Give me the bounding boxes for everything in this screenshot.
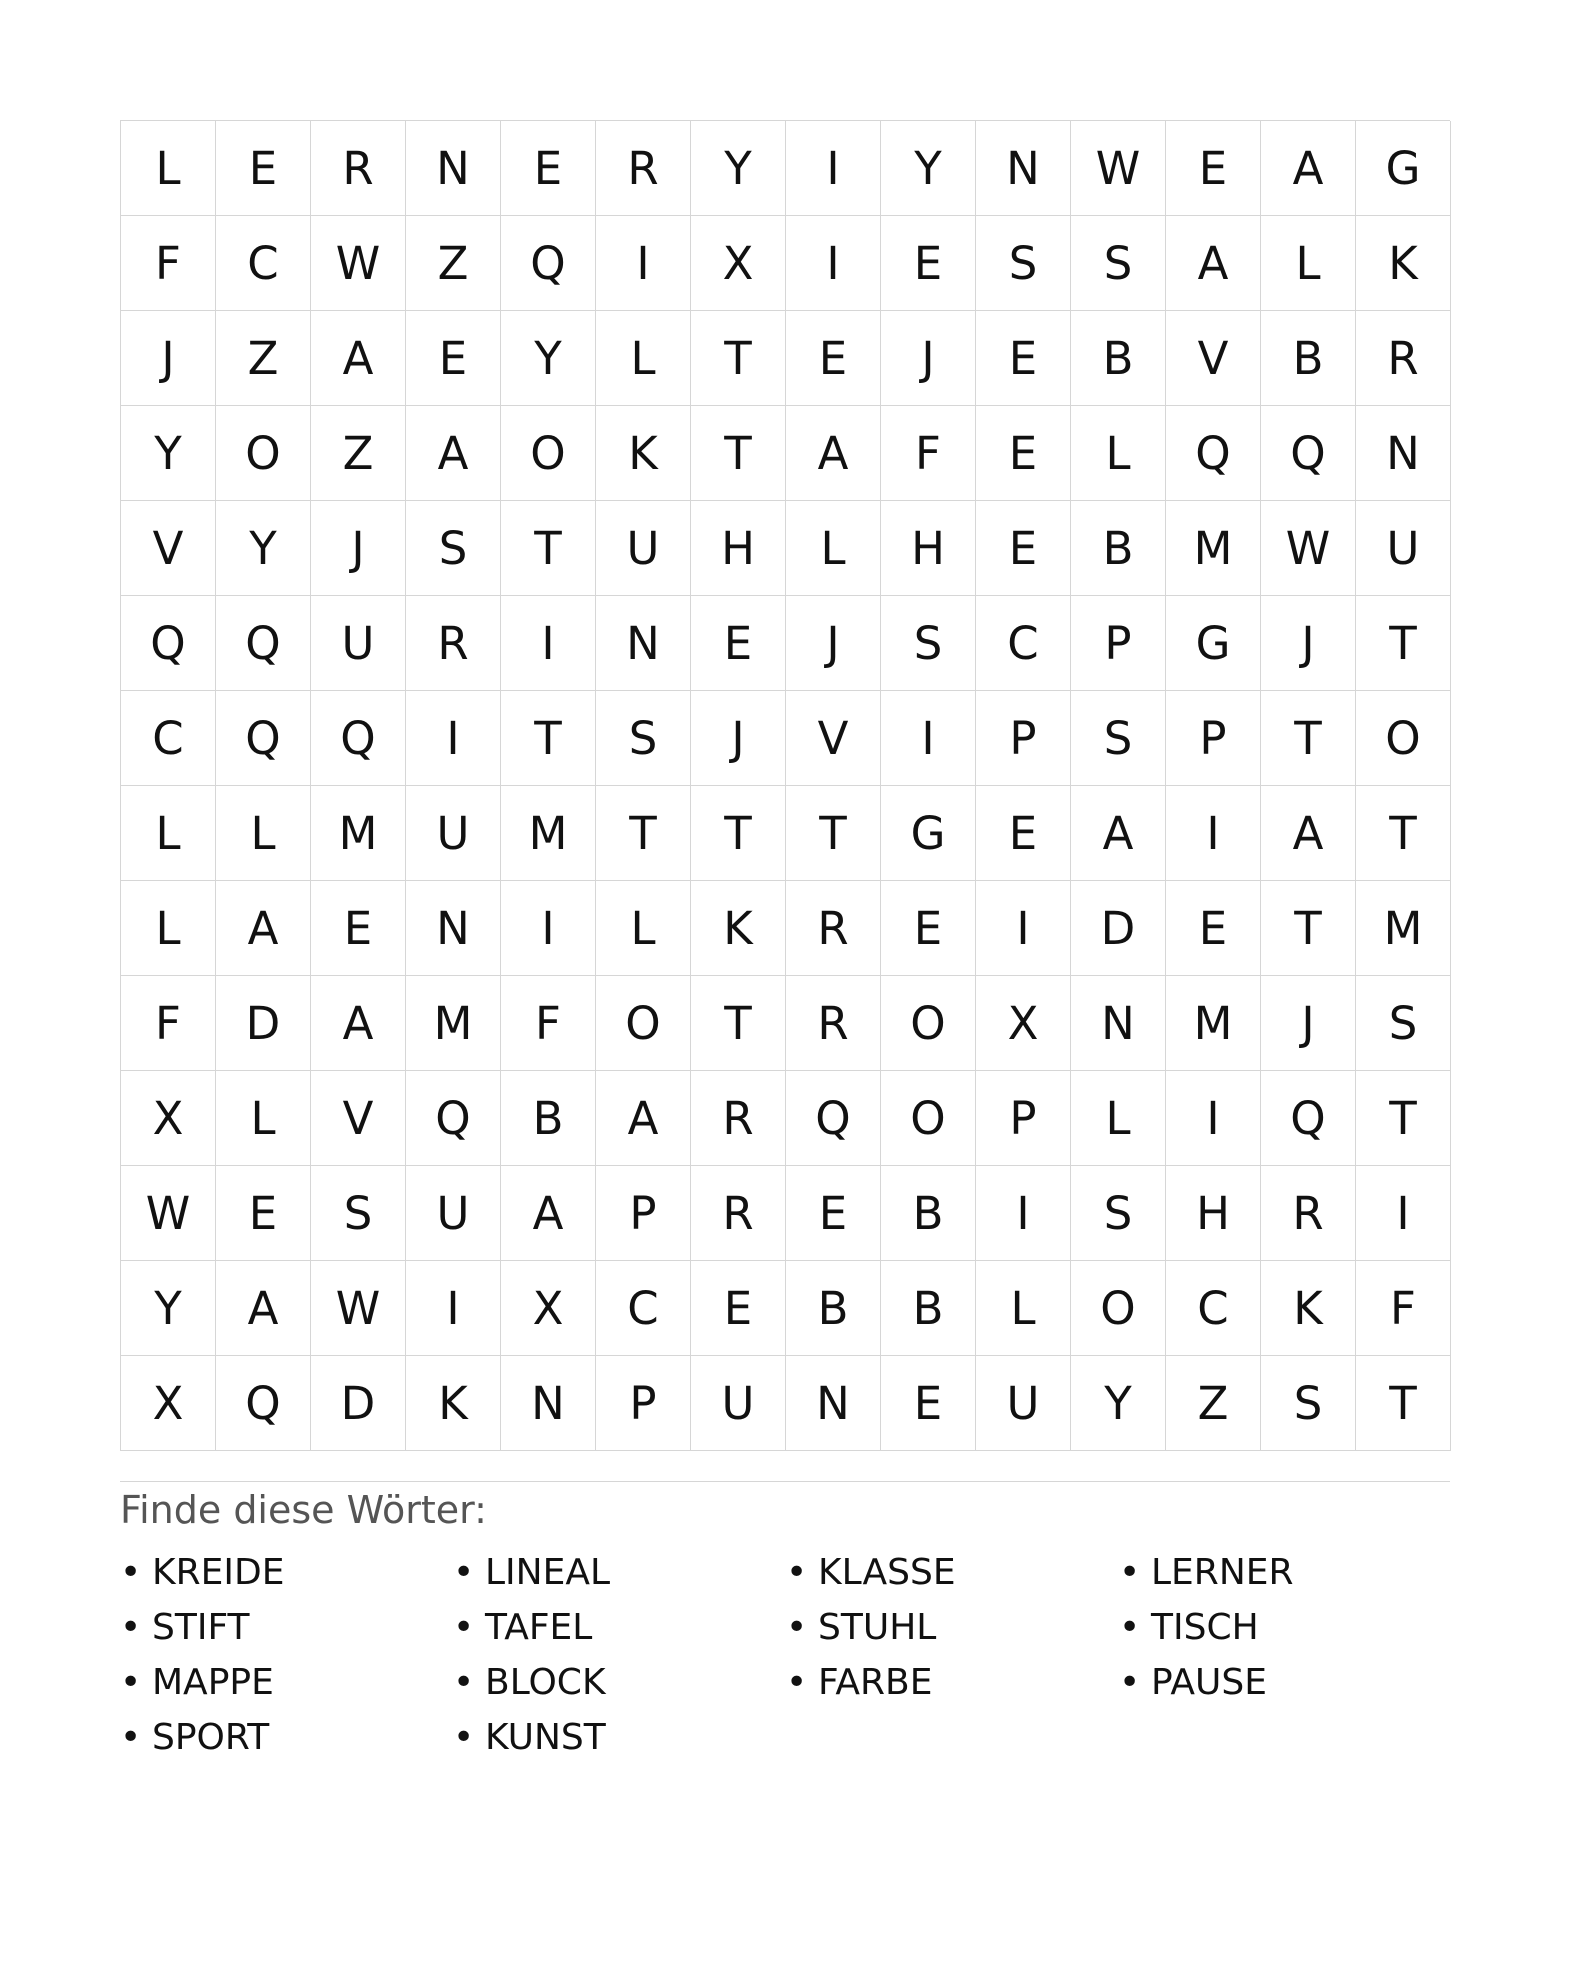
grid-cell[interactable]: N <box>1071 976 1166 1071</box>
grid-cell[interactable]: O <box>596 976 691 1071</box>
grid-cell[interactable]: M <box>311 786 406 881</box>
grid-cell[interactable]: L <box>1261 216 1356 311</box>
grid-cell[interactable]: X <box>691 216 786 311</box>
grid-cell[interactable]: L <box>121 786 216 881</box>
word-label: MAPPE <box>152 1661 274 1703</box>
grid-cell[interactable]: L <box>976 1261 1071 1356</box>
word-list-item <box>453 1552 786 1594</box>
grid-cell[interactable]: V <box>121 501 216 596</box>
grid-cell[interactable]: R <box>311 121 406 216</box>
grid-cell[interactable]: U <box>596 501 691 596</box>
grid-cell[interactable]: X <box>501 1261 596 1356</box>
grid-cell[interactable]: E <box>691 1261 786 1356</box>
grid-cell[interactable]: Q <box>121 596 216 691</box>
grid-cell[interactable]: J <box>786 596 881 691</box>
grid-cell[interactable]: Z <box>406 216 501 311</box>
bullet-icon: • <box>120 1551 142 1593</box>
grid-cell[interactable]: Y <box>121 406 216 501</box>
grid-cell[interactable]: I <box>976 1166 1071 1261</box>
bullet-icon: • <box>453 1606 475 1648</box>
instruction-text: Finde diese Wörter: <box>120 1488 487 1532</box>
word-label: BLOCK <box>485 1661 606 1703</box>
grid-cell[interactable]: E <box>691 596 786 691</box>
grid-cell[interactable]: S <box>596 691 691 786</box>
grid-cell[interactable]: Q <box>311 691 406 786</box>
grid-cell[interactable]: A <box>1261 786 1356 881</box>
grid-cell[interactable]: R <box>406 596 501 691</box>
grid-cell[interactable]: A <box>406 406 501 501</box>
bullet-icon: • <box>120 1716 142 1758</box>
grid-cell[interactable]: E <box>1166 121 1261 216</box>
grid-cell[interactable]: B <box>881 1166 976 1261</box>
grid-cell[interactable]: E <box>1166 881 1261 976</box>
grid-cell[interactable]: Q <box>216 596 311 691</box>
grid-cell[interactable]: Q <box>216 691 311 786</box>
word-list-item <box>453 1717 786 1759</box>
grid-cell[interactable]: J <box>691 691 786 786</box>
grid-cell[interactable]: L <box>596 311 691 406</box>
word-label: SPORT <box>152 1716 270 1758</box>
grid-cell[interactable]: G <box>1166 596 1261 691</box>
grid-cell[interactable]: Q <box>1166 406 1261 501</box>
grid-cell[interactable]: T <box>691 406 786 501</box>
grid-cell[interactable]: I <box>501 881 596 976</box>
word-list-item <box>453 1662 786 1704</box>
bullet-icon: • <box>453 1551 475 1593</box>
word-label: LINEAL <box>485 1551 611 1593</box>
grid-cell[interactable]: W <box>311 1261 406 1356</box>
grid-cell[interactable]: E <box>881 1356 976 1451</box>
grid-cell[interactable]: A <box>1261 121 1356 216</box>
grid-cell[interactable]: N <box>406 121 501 216</box>
grid-cell[interactable]: R <box>596 121 691 216</box>
grid-cell[interactable]: T <box>691 976 786 1071</box>
grid-cell[interactable]: A <box>1166 216 1261 311</box>
grid-cell[interactable]: S <box>1261 1356 1356 1451</box>
grid-cell[interactable]: U <box>406 786 501 881</box>
grid-cell[interactable]: J <box>121 311 216 406</box>
grid-cell[interactable]: A <box>501 1166 596 1261</box>
grid-cell[interactable]: O <box>1071 1261 1166 1356</box>
grid-cell[interactable]: M <box>1166 501 1261 596</box>
grid-cell[interactable]: Q <box>1261 406 1356 501</box>
grid-cell[interactable]: P <box>976 691 1071 786</box>
grid-cell[interactable]: D <box>311 1356 406 1451</box>
grid-cell[interactable]: J <box>881 311 976 406</box>
grid-cell[interactable]: A <box>1071 786 1166 881</box>
grid-cell[interactable]: N <box>786 1356 881 1451</box>
word-label: KUNST <box>485 1716 606 1758</box>
grid-cell[interactable]: F <box>121 216 216 311</box>
grid-cell[interactable]: E <box>406 311 501 406</box>
grid-cell[interactable]: H <box>1166 1166 1261 1261</box>
grid-cell[interactable]: J <box>311 501 406 596</box>
divider <box>120 1481 1450 1482</box>
grid-cell[interactable]: B <box>1071 311 1166 406</box>
grid-cell[interactable]: B <box>501 1071 596 1166</box>
grid-cell[interactable]: T <box>691 786 786 881</box>
bullet-icon: • <box>453 1661 475 1703</box>
grid-cell[interactable]: O <box>1356 691 1451 786</box>
grid-cell[interactable]: Y <box>501 311 596 406</box>
grid-cell[interactable]: P <box>596 1166 691 1261</box>
grid-cell[interactable]: K <box>1261 1261 1356 1356</box>
grid-cell[interactable]: S <box>1356 976 1451 1071</box>
word-list-item <box>120 1552 453 1594</box>
bullet-icon: • <box>786 1606 808 1648</box>
grid-cell[interactable]: L <box>121 121 216 216</box>
grid-cell[interactable]: T <box>1356 1071 1451 1166</box>
grid-cell[interactable]: K <box>691 881 786 976</box>
grid-cell[interactable]: E <box>976 786 1071 881</box>
grid-cell[interactable]: H <box>691 501 786 596</box>
word-list-item <box>120 1717 453 1759</box>
grid-cell[interactable]: R <box>786 976 881 1071</box>
grid-cell[interactable]: L <box>121 881 216 976</box>
grid-cell[interactable]: R <box>1261 1166 1356 1261</box>
grid-cell[interactable]: S <box>1071 1166 1166 1261</box>
grid-cell[interactable]: I <box>976 881 1071 976</box>
word-list-item <box>120 1607 453 1649</box>
grid-cell[interactable]: S <box>1071 216 1166 311</box>
grid-cell[interactable]: F <box>501 976 596 1071</box>
word-label: FARBE <box>818 1661 933 1703</box>
grid-cell[interactable]: C <box>976 596 1071 691</box>
word-label: STIFT <box>152 1606 250 1648</box>
grid-cell[interactable]: J <box>1261 596 1356 691</box>
grid-cell[interactable]: I <box>1166 786 1261 881</box>
grid-cell[interactable]: Q <box>216 1356 311 1451</box>
grid-cell[interactable]: E <box>976 501 1071 596</box>
grid-cell[interactable]: S <box>1071 691 1166 786</box>
grid-cell[interactable]: L <box>1071 406 1166 501</box>
grid-cell[interactable]: P <box>1071 596 1166 691</box>
grid-cell[interactable]: Y <box>1071 1356 1166 1451</box>
grid-cell[interactable]: G <box>881 786 976 881</box>
bullet-icon: • <box>453 1716 475 1758</box>
grid-cell[interactable]: E <box>311 881 406 976</box>
grid-cell[interactable]: D <box>216 976 311 1071</box>
word-list-item <box>786 1662 1119 1704</box>
grid-cell[interactable]: Z <box>1166 1356 1261 1451</box>
grid-cell[interactable]: I <box>501 596 596 691</box>
grid-cell[interactable]: A <box>216 1261 311 1356</box>
grid-cell[interactable]: W <box>1261 501 1356 596</box>
grid-cell[interactable]: C <box>1166 1261 1261 1356</box>
grid-cell[interactable]: R <box>786 881 881 976</box>
grid-cell[interactable]: M <box>1166 976 1261 1071</box>
grid-cell[interactable]: A <box>311 311 406 406</box>
grid-cell[interactable]: I <box>786 121 881 216</box>
grid-cell[interactable]: S <box>406 501 501 596</box>
grid-cell[interactable]: O <box>216 406 311 501</box>
grid-cell[interactable]: L <box>216 1071 311 1166</box>
grid-cell[interactable]: A <box>216 881 311 976</box>
grid-cell[interactable]: K <box>406 1356 501 1451</box>
grid-cell[interactable]: N <box>596 596 691 691</box>
word-list-item <box>120 1662 453 1704</box>
bullet-icon: • <box>120 1661 142 1703</box>
grid-cell[interactable]: R <box>1356 311 1451 406</box>
grid-cell[interactable]: I <box>406 691 501 786</box>
grid-cell[interactable]: O <box>501 406 596 501</box>
grid-cell[interactable]: Z <box>311 406 406 501</box>
grid-cell[interactable]: O <box>881 976 976 1071</box>
grid-cell[interactable]: T <box>1356 596 1451 691</box>
word-list-item <box>1119 1607 1452 1649</box>
grid-cell[interactable]: M <box>1356 881 1451 976</box>
grid-cell[interactable]: K <box>596 406 691 501</box>
grid-cell[interactable]: Q <box>501 216 596 311</box>
grid-cell[interactable]: I <box>1166 1071 1261 1166</box>
grid-cell[interactable]: A <box>786 406 881 501</box>
grid-cell[interactable]: E <box>216 1166 311 1261</box>
word-label: KREIDE <box>152 1551 285 1593</box>
grid-cell[interactable]: L <box>1071 1071 1166 1166</box>
word-list-item <box>453 1607 786 1649</box>
grid-cell[interactable]: B <box>1261 311 1356 406</box>
grid-cell[interactable]: E <box>976 406 1071 501</box>
grid-cell[interactable]: I <box>406 1261 501 1356</box>
grid-cell[interactable]: B <box>786 1261 881 1356</box>
grid-cell[interactable]: I <box>786 216 881 311</box>
grid-cell[interactable]: U <box>406 1166 501 1261</box>
bullet-icon: • <box>1119 1551 1141 1593</box>
grid-cell[interactable]: S <box>881 596 976 691</box>
grid-cell[interactable]: T <box>501 501 596 596</box>
word-list-item <box>786 1552 1119 1594</box>
word-label: STUHL <box>818 1606 937 1648</box>
grid-cell[interactable]: T <box>691 311 786 406</box>
grid-cell[interactable]: I <box>596 216 691 311</box>
grid-cell[interactable]: T <box>786 786 881 881</box>
grid-cell[interactable]: Q <box>1261 1071 1356 1166</box>
grid-cell[interactable]: M <box>501 786 596 881</box>
grid-cell[interactable]: R <box>691 1071 786 1166</box>
grid-cell[interactable]: U <box>1356 501 1451 596</box>
grid-cell[interactable]: C <box>596 1261 691 1356</box>
grid-cell[interactable]: E <box>501 121 596 216</box>
word-search-puzzle <box>120 120 1450 1759</box>
grid-cell[interactable]: B <box>881 1261 976 1356</box>
grid-cell[interactable]: A <box>596 1071 691 1166</box>
grid-cell[interactable]: T <box>1261 881 1356 976</box>
grid-cell[interactable]: D <box>1071 881 1166 976</box>
grid-cell[interactable]: B <box>1071 501 1166 596</box>
grid-cell[interactable]: L <box>596 881 691 976</box>
grid-cell[interactable]: U <box>311 596 406 691</box>
grid-cell[interactable]: S <box>976 216 1071 311</box>
grid-cell[interactable]: E <box>786 1166 881 1261</box>
grid-cell[interactable]: U <box>976 1356 1071 1451</box>
grid-cell[interactable]: G <box>1356 121 1451 216</box>
grid-cell[interactable]: C <box>216 216 311 311</box>
word-label: LERNER <box>1151 1551 1294 1593</box>
word-list <box>120 1552 1450 1759</box>
grid-cell[interactable]: Z <box>216 311 311 406</box>
grid-cell[interactable]: F <box>121 976 216 1071</box>
grid-cell[interactable]: N <box>501 1356 596 1451</box>
word-label: TISCH <box>1151 1606 1259 1648</box>
grid-cell[interactable]: T <box>1356 1356 1451 1451</box>
grid-cell[interactable]: A <box>311 976 406 1071</box>
grid-cell[interactable]: J <box>1261 976 1356 1071</box>
word-label: TAFEL <box>485 1606 593 1648</box>
grid-cell[interactable]: C <box>121 691 216 786</box>
grid-cell[interactable]: T <box>596 786 691 881</box>
word-list-item <box>786 1607 1119 1649</box>
grid-cell[interactable]: I <box>881 691 976 786</box>
grid-cell[interactable]: F <box>881 406 976 501</box>
grid-cell[interactable]: X <box>121 1356 216 1451</box>
grid-cell[interactable]: V <box>786 691 881 786</box>
grid-cell[interactable]: I <box>1356 1166 1451 1261</box>
word-label: PAUSE <box>1151 1661 1267 1703</box>
grid-cell[interactable]: V <box>311 1071 406 1166</box>
grid-cell[interactable]: P <box>596 1356 691 1451</box>
grid-cell[interactable]: Y <box>881 121 976 216</box>
grid-cell[interactable]: E <box>216 121 311 216</box>
bullet-icon: • <box>786 1551 808 1593</box>
grid-cell[interactable]: E <box>881 881 976 976</box>
grid-cell[interactable]: S <box>311 1166 406 1261</box>
grid-cell[interactable]: T <box>1356 786 1451 881</box>
grid-cell[interactable]: L <box>786 501 881 596</box>
grid-cell[interactable]: T <box>501 691 596 786</box>
grid-cell[interactable]: P <box>1166 691 1261 786</box>
grid-cell[interactable]: Y <box>121 1261 216 1356</box>
grid-cell[interactable]: W <box>121 1166 216 1261</box>
grid-cell[interactable]: M <box>406 976 501 1071</box>
grid-cell[interactable]: E <box>976 311 1071 406</box>
word-list-item <box>1119 1662 1452 1704</box>
grid-cell[interactable]: R <box>691 1166 786 1261</box>
grid-cell[interactable]: W <box>311 216 406 311</box>
grid-cell[interactable]: Y <box>691 121 786 216</box>
grid-cell[interactable]: P <box>976 1071 1071 1166</box>
letter-grid <box>120 120 1450 1451</box>
grid-cell[interactable]: N <box>976 121 1071 216</box>
grid-cell[interactable]: Q <box>406 1071 501 1166</box>
grid-cell[interactable]: T <box>1261 691 1356 786</box>
grid-cell[interactable]: U <box>691 1356 786 1451</box>
bullet-icon: • <box>1119 1606 1141 1648</box>
grid-cell[interactable]: X <box>121 1071 216 1166</box>
word-list-item <box>1119 1552 1452 1594</box>
grid-cell[interactable]: V <box>1166 311 1261 406</box>
grid-cell[interactable]: Q <box>786 1071 881 1166</box>
word-label: KLASSE <box>818 1551 956 1593</box>
bullet-icon: • <box>1119 1661 1141 1703</box>
grid-cell[interactable]: E <box>786 311 881 406</box>
grid-cell[interactable]: F <box>1356 1261 1451 1356</box>
grid-cell[interactable]: W <box>1071 121 1166 216</box>
grid-cell[interactable]: N <box>406 881 501 976</box>
grid-cell[interactable]: H <box>881 501 976 596</box>
grid-cell[interactable]: N <box>1356 406 1451 501</box>
bullet-icon: • <box>786 1661 808 1703</box>
grid-cell[interactable]: Y <box>216 501 311 596</box>
grid-cell[interactable]: O <box>881 1071 976 1166</box>
grid-cell[interactable]: K <box>1356 216 1451 311</box>
grid-cell[interactable]: E <box>881 216 976 311</box>
grid-cell[interactable]: X <box>976 976 1071 1071</box>
grid-cell[interactable]: L <box>216 786 311 881</box>
bullet-icon: • <box>120 1606 142 1648</box>
